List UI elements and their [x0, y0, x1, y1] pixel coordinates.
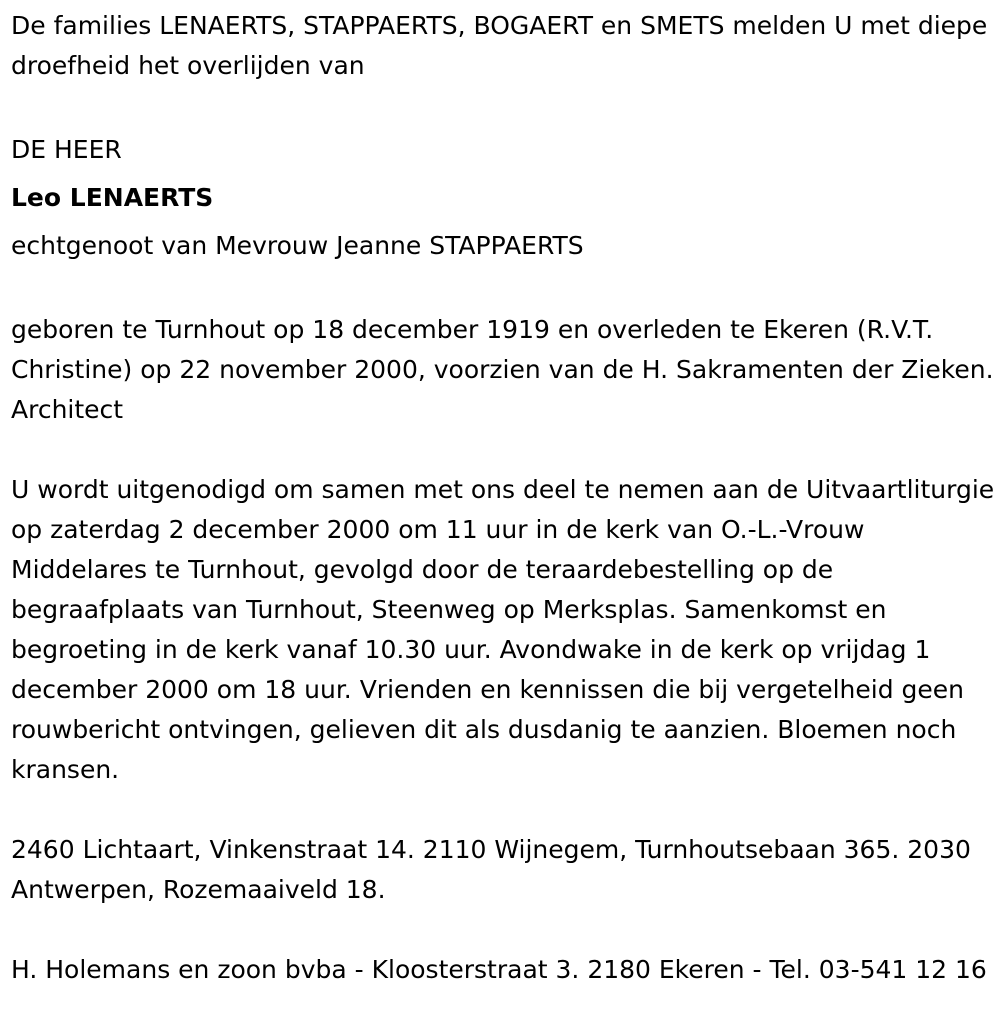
death-notice [11, 6, 996, 990]
spacer [11, 790, 996, 830]
birth-death-text: geboren te Turnhout op 18 december 1919 en overleden te Ekeren (R.V.T. Christine) op 22 november 2000, voorzien van de H. Sakramenten der Zieken. Architect [11, 315, 994, 424]
deceased-name: Leo LENAERTS [11, 183, 214, 212]
funeral-info-text: U wordt uitgenodigd om samen met ons deel te nemen aan de Uitvaartliturgie op zaterdag 2 december 2000 om 11 uur in de kerk van O.-L.-Vrouw Middelares te Turnhout, gevolgd door de teraardebestelling op de begraafplaats van Turnhout, Steenweg op Merksplas. Samenkomst en begroeting in de kerk vanaf 10.30 uur. Avondwake in de kerk op vrijdag 1 december 2000 om 18 uur. Vrienden en kennissen die bij vergetelheid geen rouwbericht ontvingen, gelieven dit als dusdanig te aanzien. Bloemen noch kransen. [11, 475, 995, 784]
spacer [11, 86, 996, 126]
spouse-line: echtgenoot van Mevrouw Jeanne STAPPAERTS [11, 231, 584, 260]
honorific-title: DE HEER [11, 135, 122, 164]
intro-text: De families LENAERTS, STAPPAERTS, BOGAERT en SMETS melden U met diepe droefheid het overlijden van [11, 11, 988, 80]
undertaker-text: H. Holemans en zoon bvba - Kloosterstraat 3. 2180 Ekeren - Tel. 03-541 12 16 [11, 955, 987, 984]
addresses-text: 2460 Lichtaart, Vinkenstraat 14. 2110 Wijnegem, Turnhoutsebaan 365. 2030 Antwerpen, Rozemaaiveld 18. [11, 835, 971, 904]
spacer [11, 910, 996, 950]
spacer [11, 430, 996, 470]
spacer [11, 270, 996, 310]
